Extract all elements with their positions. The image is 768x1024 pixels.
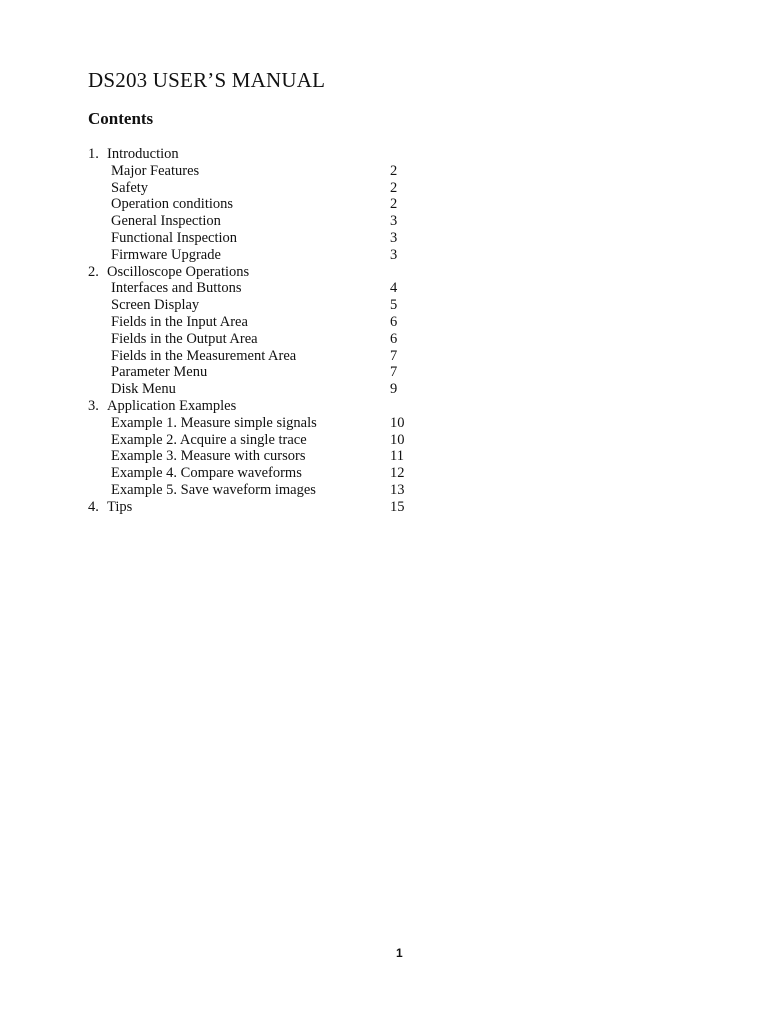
toc-page-number: 9 [390, 381, 398, 398]
toc-page-number: 2 [390, 196, 398, 213]
toc-page-number: 10 [390, 414, 405, 431]
toc-section [88, 398, 418, 499]
toc-section-number: 1. [88, 146, 99, 162]
toc-entry-title: Parameter Menu [111, 364, 208, 381]
toc-section [88, 264, 418, 398]
toc-section-number: 3. [88, 397, 99, 414]
toc-page-number: 3 [390, 213, 398, 230]
toc-entry-title: Example 3. Measure with cursors [111, 448, 306, 465]
toc-section-number: 2. [88, 263, 99, 280]
toc-page-number: 7 [390, 347, 398, 364]
toc-page-number: 13 [390, 481, 405, 498]
contents-heading: Contents [88, 109, 154, 128]
toc-section-title: Introduction [107, 146, 179, 162]
toc-entry-title: Firmware Upgrade [111, 246, 221, 263]
toc-entry-title: Screen Display [111, 297, 200, 314]
toc-entry-title: Safety [111, 179, 149, 196]
toc-entry-title: Example 2. Acquire a single trace [111, 431, 307, 448]
toc-entry [88, 247, 418, 264]
toc-entry [88, 230, 418, 247]
toc-entry [88, 465, 418, 482]
toc-page-number: 4 [390, 280, 398, 297]
toc-page-number: 6 [390, 330, 398, 347]
toc-section [88, 146, 418, 264]
toc-entry [88, 331, 418, 348]
toc-entry-title: Disk Menu [111, 381, 176, 398]
toc-section-heading [88, 146, 418, 163]
toc-page-number: 15 [390, 498, 405, 515]
toc-entry-title: Fields in the Input Area [111, 313, 248, 330]
toc-section-title: Oscilloscope Operations [107, 263, 250, 280]
toc-entry [88, 213, 418, 230]
toc-entry [88, 196, 418, 213]
document-title: DS203 USER’S MANUAL [88, 68, 326, 92]
toc-page-number: 12 [390, 465, 405, 482]
toc-entry-title: Functional Inspection [111, 229, 238, 246]
toc-page-number: 7 [390, 364, 398, 381]
toc-page-number: 11 [390, 448, 404, 465]
page-number: 1 [396, 946, 403, 960]
toc-section-number: 4. [88, 498, 99, 515]
toc-section-heading [88, 398, 418, 415]
toc-page-number: 6 [390, 313, 398, 330]
toc-entry-title: Major Features [111, 162, 200, 179]
toc-section-heading [88, 499, 418, 516]
toc-section-title: Tips [107, 498, 133, 515]
toc-entry [88, 297, 418, 314]
toc-page-number: 5 [390, 297, 398, 314]
toc-entry [88, 415, 418, 432]
toc-entry [88, 448, 418, 465]
toc-section-title: Application Examples [107, 397, 237, 414]
toc-entry [88, 364, 418, 381]
toc-entry-title: General Inspection [111, 213, 221, 230]
toc-entry-title: Example 4. Compare waveforms [111, 465, 302, 482]
toc-page-number: 2 [390, 179, 398, 196]
toc-entry [88, 280, 418, 297]
toc-entry [88, 381, 418, 398]
toc-entry-title: Example 5. Save waveform images [111, 481, 316, 498]
toc-page-number: 3 [390, 246, 398, 263]
toc-section-heading [88, 264, 418, 281]
toc-entry [88, 180, 418, 197]
toc-entry [88, 482, 418, 499]
toc-entry [88, 348, 418, 365]
toc-entry-title: Interfaces and Buttons [111, 280, 242, 297]
toc-page-number: 2 [390, 162, 398, 179]
toc-entry [88, 432, 418, 449]
toc-page-number: 10 [390, 431, 405, 448]
toc-entry [88, 314, 418, 331]
toc-entry-title: Operation conditions [111, 196, 234, 213]
toc-entry-title: Fields in the Measurement Area [111, 347, 297, 364]
toc-section [88, 499, 418, 516]
table-of-contents [88, 146, 418, 516]
toc-page-number: 3 [390, 229, 398, 246]
toc-entry-title: Example 1. Measure simple signals [111, 414, 317, 431]
toc-entry-title: Fields in the Output Area [111, 330, 258, 347]
toc-entry [88, 163, 418, 180]
